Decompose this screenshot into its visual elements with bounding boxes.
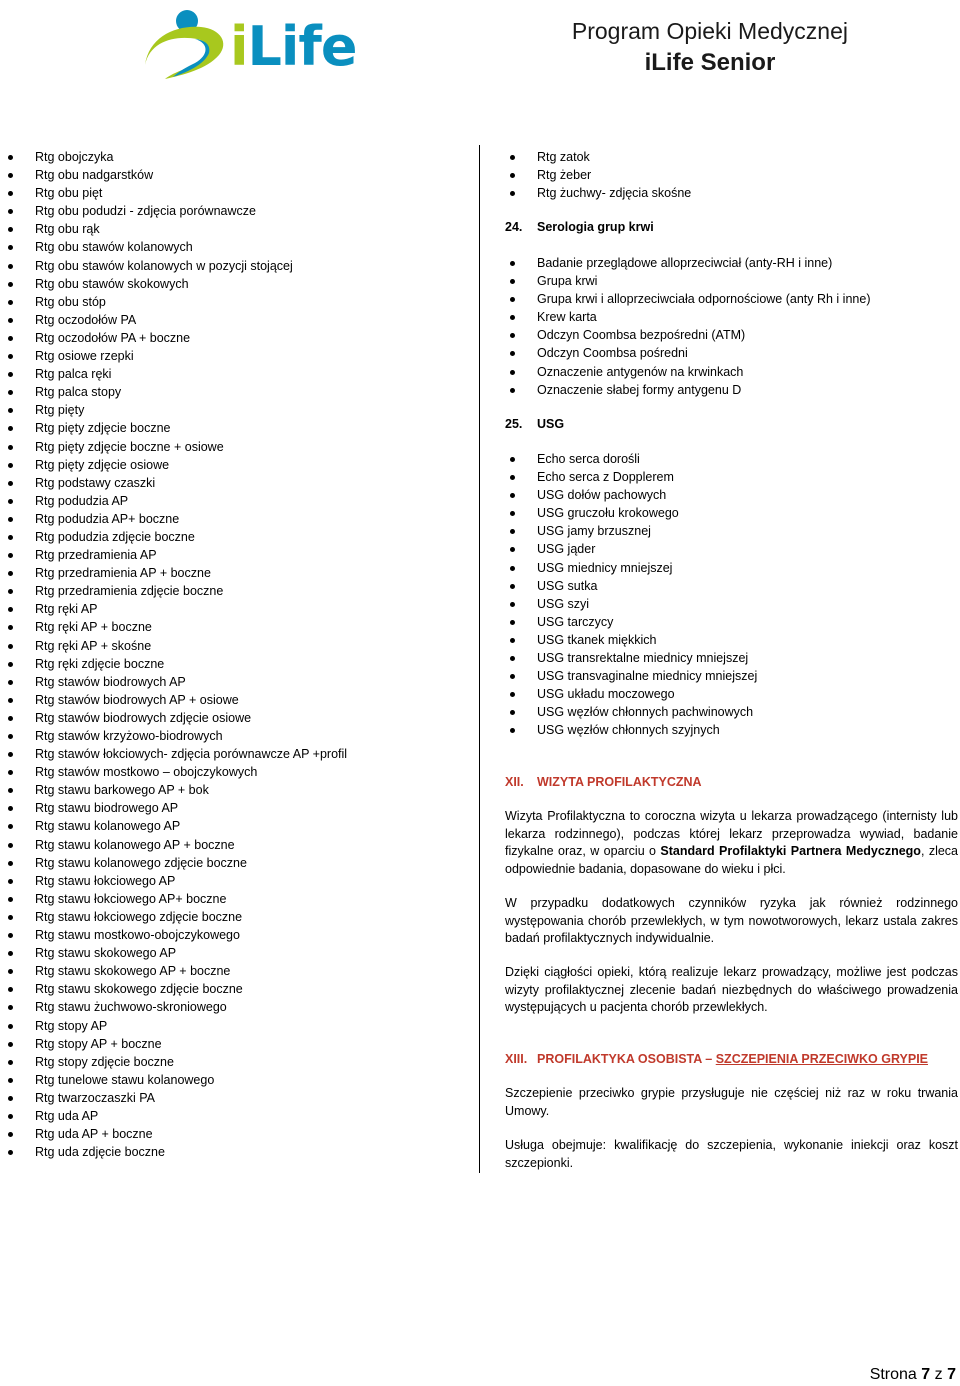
- list-item: USG sutka: [537, 577, 757, 595]
- list-item: Rtg stawów krzyżowo-biodrowych: [35, 727, 347, 745]
- list-item: USG transrektalne miednicy mniejszej: [537, 649, 757, 667]
- list-item: Odczyn Coombsa pośredni: [537, 344, 870, 362]
- list-item: Rtg stawu skokowego zdjęcie boczne: [35, 980, 347, 998]
- list-item: Rtg ręki zdjęcie boczne: [35, 655, 347, 673]
- list-item: Rtg stopy AP + boczne: [35, 1035, 347, 1053]
- list-item: Rtg podudzia zdjęcie boczne: [35, 528, 347, 546]
- list-item: Rtg tunelowe stawu kolanowego: [35, 1071, 347, 1089]
- list-item: Rtg stawu kolanowego AP: [35, 817, 347, 835]
- list-item: Rtg przedramienia AP: [35, 546, 347, 564]
- list-item: USG transvaginalne miednicy mniejszej: [537, 667, 757, 685]
- section-24-heading: 24. Serologia grup krwi: [505, 220, 654, 234]
- list-item: Rtg stopy AP: [35, 1017, 347, 1035]
- list-item: Rtg przedramienia AP + boczne: [35, 564, 347, 582]
- section-25-list: [537, 450, 757, 740]
- list-item: Rtg przedramienia zdjęcie boczne: [35, 582, 347, 600]
- list-item: Rtg stawu barkowego AP + bok: [35, 781, 347, 799]
- list-item: Rtg stawu skokowego AP + boczne: [35, 962, 347, 980]
- list-item: Rtg palca stopy: [35, 383, 347, 401]
- list-item: Rtg stawu żuchwowo-skroniowego: [35, 998, 347, 1016]
- list-item: USG szyi: [537, 595, 757, 613]
- list-item: USG tarczycy: [537, 613, 757, 631]
- section-13-paragraph-1: Szczepienie przeciwko grypie przysługuje nie częściej niż raz w roku trwania Umowy.: [505, 1086, 958, 1118]
- list-item: Rtg podudzia AP+ boczne: [35, 510, 347, 528]
- list-item: Rtg stawu kolanowego zdjęcie boczne: [35, 854, 347, 872]
- list-item: Echo serca dorośli: [537, 450, 757, 468]
- list-item: USG jąder: [537, 540, 757, 558]
- list-item: Rtg obu rąk: [35, 220, 347, 238]
- list-item: Rtg stawu łokciowego AP: [35, 872, 347, 890]
- section-25-heading: 25. USG: [505, 417, 565, 431]
- list-item: Rtg uda zdjęcie boczne: [35, 1143, 347, 1161]
- list-item: USG tkanek miękkich: [537, 631, 757, 649]
- list-item: Oznaczenie słabej formy antygenu D: [537, 381, 870, 399]
- list-item: Rtg stawu łokciowego AP+ boczne: [35, 890, 347, 908]
- list-item: Rtg stawów łokciowych- zdjęcia porównawcze AP +profil: [35, 745, 347, 763]
- section-13-heading: XIII. PROFILAKTYKA OSOBISTA – SZCZEPIENIA PRZECIWKO GRYPIE: [505, 1052, 929, 1066]
- list-item: USG węzłów chłonnych pachwinowych: [537, 703, 757, 721]
- section-12-paragraph-3: Dzięki ciągłości opieki, którą realizuje lekarz prowadzący, możliwe jest podczas wizyty profilaktycznej zlecenie badań niezbędnych do właściwego prowadzenia występujących u pacjenta chorób przewlekłych.: [505, 965, 958, 1015]
- list-item: Rtg obu stawów skokowych: [35, 275, 347, 293]
- list-item: Rtg uda AP: [35, 1107, 347, 1125]
- list-item: Rtg podstawy czaszki: [35, 474, 347, 492]
- list-item: Rtg stawu skokowego AP: [35, 944, 347, 962]
- list-item: USG układu moczowego: [537, 685, 757, 703]
- ilife-logo: [135, 5, 357, 87]
- list-item: Rtg stawów biodrowych zdjęcie osiowe: [35, 709, 347, 727]
- section-12-paragraph-1: Wizyta Profilaktyczna to coroczna wizyta u lekarza prowadzącego (internisty lub lekarza rodzinnego), podczas której lekarz przeprowadza wywiad, badanie fizykalne oraz, w oparciu o Standard Profilaktyki Partnera Medycznego, zleca odpowiednie badania, dopasowane do wieku i płci.: [505, 809, 958, 876]
- column-divider: [479, 145, 480, 1173]
- left-exam-list: [35, 148, 347, 1161]
- section-24-list: [537, 254, 870, 399]
- list-item: Rtg oczodołów PA: [35, 311, 347, 329]
- list-item: Rtg stopy zdjęcie boczne: [35, 1053, 347, 1071]
- page-number: Strona 7 z 7: [869, 1366, 956, 1383]
- list-item: Rtg oczodołów PA + boczne: [35, 329, 347, 347]
- list-item: Rtg ręki AP + boczne: [35, 618, 347, 636]
- list-item: Rtg stawu łokciowego zdjęcie boczne: [35, 908, 347, 926]
- list-item: Rtg twarzoczaszki PA: [35, 1089, 347, 1107]
- list-item: USG węzłów chłonnych szyjnych: [537, 721, 757, 739]
- list-item: USG dołów pachowych: [537, 486, 757, 504]
- section-12-paragraph-2: W przypadku dodatkowych czynników ryzyka jak również rodzinnego występowania chorób przewlekłych, w tym nowotworowych, lekarz ustala zakres badań profilaktycznych indywidualnie.: [505, 896, 958, 946]
- list-item: Rtg obojczyka: [35, 148, 347, 166]
- program-title-line1: Program Opieki Medycznej: [571, 18, 848, 44]
- list-item: Rtg ręki AP: [35, 600, 347, 618]
- list-item: Rtg ręki AP + skośne: [35, 637, 347, 655]
- list-item: Rtg stawu biodrowego AP: [35, 799, 347, 817]
- list-item: Rtg stawów mostkowo – obojczykowych: [35, 763, 347, 781]
- list-item: Rtg stawu mostkowo-obojczykowego: [35, 926, 347, 944]
- list-item: Grupa krwi i alloprzeciwciała odpornościowe (anty Rh i inne): [537, 290, 870, 308]
- list-item: Badanie przeglądowe alloprzeciwciał (anty-RH i inne): [537, 254, 870, 272]
- list-item: Rtg obu stawów kolanowych w pozycji stojącej: [35, 257, 347, 275]
- list-item: Rtg pięty zdjęcie boczne + osiowe: [35, 438, 347, 456]
- list-item: Rtg obu pięt: [35, 184, 347, 202]
- list-item: Rtg stawu kolanowego AP + boczne: [35, 836, 347, 854]
- list-item: USG gruczołu krokowego: [537, 504, 757, 522]
- ilife-logo-mark-icon: [135, 5, 230, 87]
- list-item: Krew karta: [537, 308, 870, 326]
- program-title-line2: iLife Senior: [644, 49, 776, 76]
- list-item: USG miednicy mniejszej: [537, 559, 757, 577]
- list-item: Rtg żuchwy- zdjęcia skośne: [537, 184, 691, 202]
- list-item: USG jamy brzusznej: [537, 522, 757, 540]
- list-item: Grupa krwi: [537, 272, 870, 290]
- right-top-exam-list: [537, 148, 691, 202]
- list-item: Rtg zatok: [537, 148, 691, 166]
- list-item: Rtg obu stawów kolanowych: [35, 238, 347, 256]
- section-13-paragraph-2: Usługa obejmuje: kwalifikację do szczepienia, wykonanie iniekcji oraz koszt szczepionki.: [505, 1138, 958, 1170]
- list-item: Rtg podudzia AP: [35, 492, 347, 510]
- list-item: Rtg obu stóp: [35, 293, 347, 311]
- list-item: Rtg pięty zdjęcie boczne: [35, 419, 347, 437]
- list-item: Rtg stawów biodrowych AP + osiowe: [35, 691, 347, 709]
- list-item: Rtg obu nadgarstków: [35, 166, 347, 184]
- list-item: Rtg żeber: [537, 166, 691, 184]
- section-12-heading: XII. WIZYTA PROFILAKTYCZNA: [505, 775, 702, 789]
- list-item: Rtg obu podudzi - zdjęcia porównawcze: [35, 202, 347, 220]
- ilife-logo-word: iLife: [230, 15, 357, 78]
- list-item: Rtg pięty zdjęcie osiowe: [35, 456, 347, 474]
- list-item: Echo serca z Dopplerem: [537, 468, 757, 486]
- list-item: Rtg palca ręki: [35, 365, 347, 383]
- list-item: Rtg uda AP + boczne: [35, 1125, 347, 1143]
- list-item: Rtg pięty: [35, 401, 347, 419]
- list-item: Odczyn Coombsa bezpośredni (ATM): [537, 326, 870, 344]
- list-item: Rtg stawów biodrowych AP: [35, 673, 347, 691]
- list-item: Rtg osiowe rzepki: [35, 347, 347, 365]
- list-item: Oznaczenie antygenów na krwinkach: [537, 363, 870, 381]
- program-title: [572, 16, 848, 78]
